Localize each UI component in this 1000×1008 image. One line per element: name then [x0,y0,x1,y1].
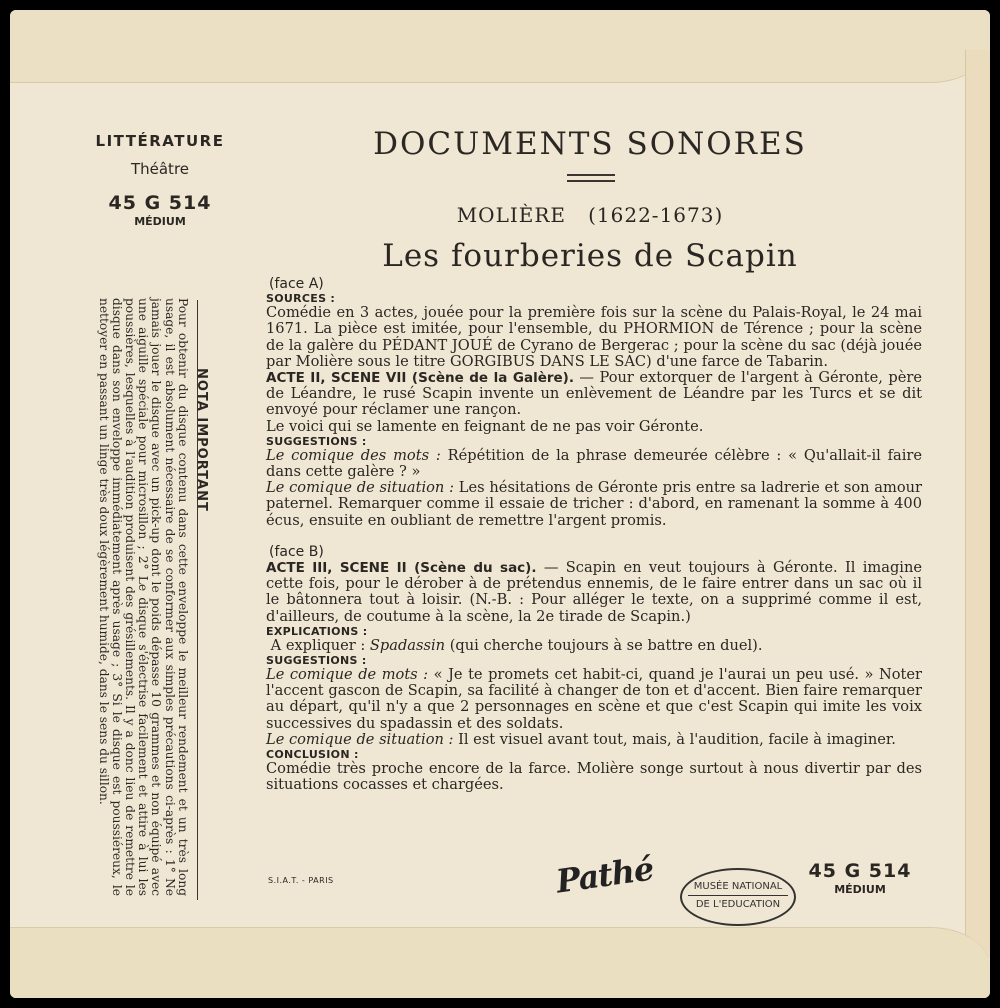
face-a-sugg1-text: Répétition de la phrase demeurée célèbre : « Qu'allait-il faire dans cette galère ? » [266,446,922,481]
author-dates: (1622-1673) [588,203,724,227]
expl-definition: (qui cherche toujours à se battre en duel). [445,636,763,654]
face-a-act-heading: ACTE II, SCENE VII (Scène de la Galère). [266,370,574,387]
printer-credit: S.I.A.T. - PARIS [268,876,334,885]
face-a-suggestions-label: SUGGESTIONS : [266,434,367,448]
explications-text [266,638,922,654]
catalog-number: 45 G 514 [108,192,212,214]
format-label: MÉDIUM [134,215,186,228]
author-line [400,203,780,227]
stamp-line-2: DE L'EDUCATION [695,899,781,910]
face-b-act [266,560,922,625]
top-flap [10,10,990,83]
liner-notes [266,276,922,793]
face-a-act-text: — Pour extorquer de l'argent à Géronte, père de Léandre, le rusé Scapin invente un enlèvement de Léandre par les Turcs et se dit envoyé pour réclamer une rançon. [266,369,922,419]
sources-text: Comédie en 3 actes, jouée pour la première fois sur la scène du Palais-Royal, le 24 mai 1671. La pièce est imitée, pour l'ensemble, du PHORMION de Térence ; pour la scène de la galère du PÉDANT JOUÉ de Cyrano de Bergerac ; pour la scène du sac (déjà jouée par Molière sous le titre GORGIBUS DANS LE SAC) d'une farce de Tabarin. [266,304,922,370]
face-b-sugg1-text: « Je te promets cet habit-ci, quand je l'aurai un peu usé. » Noter l'accent gascon de Scapin, sa facilité à changer de ton et d'accent. Bien faire remarquer au départ, qu'il n'y a que 2 personnages en scène et que c'est Scapin qui imite les voix successives du spadassin et des soldats. [266,666,922,732]
stamp-line-1: MUSÉE NATIONAL [693,881,783,892]
title-rule [567,174,615,182]
face-b-suggestions-label: SUGGESTIONS : [266,654,367,668]
explications-label: EXPLICATIONS : [266,624,368,638]
face-a-sugg2-text: Les hésitations de Géronte pris entre sa ladrerie et son amour paternel. Remarquer comme il essaie de tricher : d'abord, en ramenant la somme à 400 écus, ensuite en oubliant de remettre l'argent promis. [266,479,922,529]
conclusion-text: Comédie très proche encore de la farce. Molière songe surtout à nous divertir par des situations cocasses et chargées. [266,760,922,794]
expl-prefix: A expliquer : [270,636,370,654]
face-b-sugg1 [266,667,922,732]
face-b-sugg2 [266,732,922,748]
face-a-sugg2 [266,480,922,529]
face-a-act-text2: Le voici qui se lamente en feignant de ne pas voir Géronte. [266,417,704,435]
series-title: DOCUMENTS SONORES [373,126,807,162]
footer-format-label: MÉDIUM [834,883,886,896]
category-label: LITTÉRATURE [95,132,225,150]
nota-important [78,298,218,898]
museum-stamp [680,868,796,926]
pathe-logo: Pathé [553,849,656,901]
face-a-act [266,370,922,419]
work-title: Les fourberies de Scapin [382,238,798,274]
author-name: MOLIÈRE [456,203,567,227]
face-b-sugg2-heading: Le comique de situation : [266,730,454,748]
face-b-label: (face B) [269,543,324,560]
nota-title: NOTA IMPORTANT [194,368,209,512]
face-a-sugg2-heading: Le comique de situation : [266,479,455,497]
sources-label: SOURCES : [266,292,336,306]
face-a-label: (face A) [269,276,324,292]
face-b-sugg1-heading: Le comique de mots : [266,666,429,684]
footer-catalog-number: 45 G 514 [808,860,912,882]
face-b-act-heading: ACTE III, SCENE II (Scène du sac). [266,560,537,577]
face-b-sugg2-text: Il est visuel avant tout, mais, à l'audition, facile à imaginer. [453,730,896,748]
subcategory-label: Théâtre [130,160,190,178]
nota-text: Pour obtenir du disque contenu dans cette enveloppe le meilleur rendement et un très long usage, il est absolument nécessaire de se conformer aux simples précautions ci-après : 1° Ne jamais jouer le disque avec un pick-up dont le poids dépasse 10 grammes et non équipé avec une aiguille spéciale pour microsillon ; 2° Le disque s'électrise facilement et attire à lui les poussières, lesquelles à l'audition produisent des grésillements. Il y a donc lieu de remettre le disque dans son enveloppe immédiatement après usage ; 3° Si le disque est poussiéreux, le nettoyer en passant un linge très doux légèrement humide, dans le sens du sillon. [96,298,190,896]
expl-term: Spadassin [369,636,446,654]
face-a-sugg1 [266,448,922,480]
bottom-flap [10,927,990,998]
face-a-sugg1-heading: Le comique des mots : [266,446,441,464]
face-b-act-text: — Scapin en veut toujours à Géronte. Il imagine cette fois, pour le dérober à de prétendus ennemis, de le faire entrer dans un sac où il le bâtonnera tout à loisir. (N.-B. : Pour alléger le texte, on a supprimé comme il est, d'ailleurs, de coutume à la scène, la 2e tirade de Scapin.) [266,559,923,625]
conclusion-label: CONCLUSION : [266,748,359,762]
right-flap [965,50,990,958]
